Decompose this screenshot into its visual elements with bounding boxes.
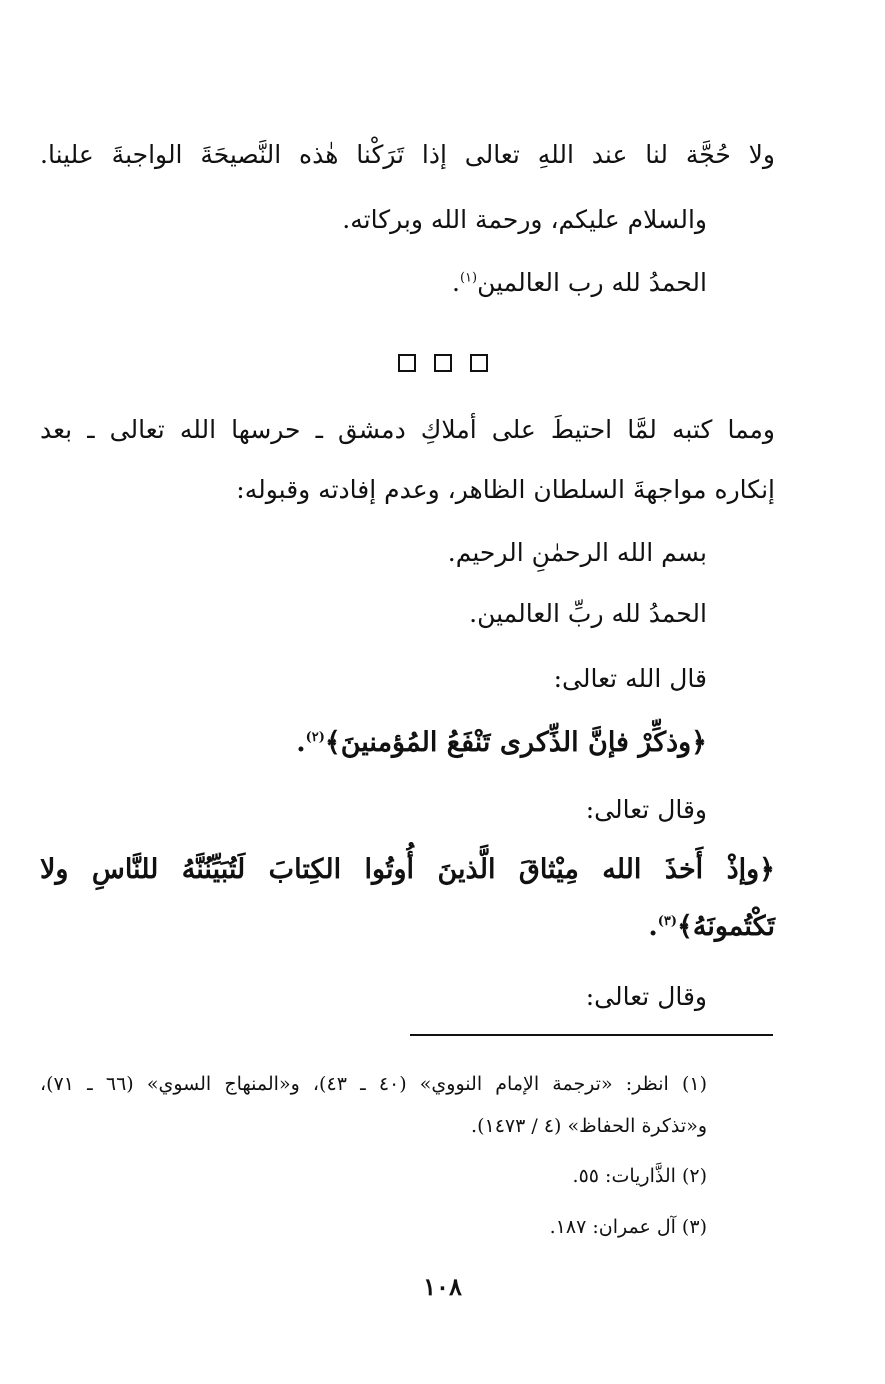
footnote-divider — [410, 1034, 773, 1036]
verse-1-text: ﴿وذكِّرْ فإنَّ الذِّكرى تَنْفَعُ المُؤمنينَ﴾ — [324, 727, 707, 758]
footnote-1-line-2: و«تذكرة الحفاظ» (٤ / ١٤٧٣). — [471, 1115, 707, 1137]
text-line-2: والسلام عليكم، ورحمة الله وبركاته. — [342, 205, 707, 234]
page-number: ١٠٨ — [423, 1272, 462, 1301]
verse-1 — [40, 726, 707, 760]
text-line-3 — [40, 266, 707, 300]
hamd-line: الحمدُ لله ربِّ العالمين. — [469, 599, 707, 628]
footnote-2: (٢) الذَّاريات: ٥٥. — [572, 1165, 707, 1187]
section-separator — [0, 354, 885, 376]
qal-line-3: وقال تعالى: — [585, 982, 707, 1011]
separator-square-icon — [470, 354, 488, 372]
qal-line-1: قال الله تعالى: — [553, 664, 707, 693]
intro-line-1: ومما كتبه لمَّا احتيطَ على أملاكِ دمشق ـ حرسها الله تعالى ـ بعد — [40, 415, 775, 444]
footnote-ref-3: (٣) — [657, 914, 678, 929]
verse-2-text: تَكْتُمونَهُ﴾ — [677, 911, 775, 942]
verse-2-line-1: ﴿وإذْ أَخذَ الله مِيْثاقَ الَّذينَ أُوتُوا الكِتابَ لَتُبَيِّنُنَّهُ للنَّاسِ ولا — [40, 854, 775, 885]
text-line-1: ولا حُجَّة لنا عند اللهِ تعالى إذا تَرَكْنا هٰذه النَّصيحَةَ الواجبةَ علينا. — [40, 140, 775, 169]
footnote-1-line-1: (١) انظر: «ترجمة الإمام النووي» (٤٠ ـ ٤٣)، و«المنهاج السوي» (٦٦ ـ ٧١)، — [40, 1073, 707, 1095]
separator-square-icon — [398, 354, 416, 372]
line-end: . — [451, 268, 460, 297]
verse-2-line-2 — [40, 910, 775, 944]
footnote-ref-2: (٢) — [305, 730, 325, 745]
hamd-text: الحمدُ لله رب العالمين — [477, 268, 707, 297]
footnote-3: (٣) آل عمران: ١٨٧. — [549, 1216, 707, 1238]
qal-line-2: وقال تعالى: — [585, 795, 707, 824]
basmala: بسم الله الرحمٰنِ الرحيم. — [447, 538, 707, 567]
separator-square-icon — [434, 354, 452, 372]
intro-line-2: إنكاره مواجهةَ السلطان الظاهر، وعدم إفادته وقبوله: — [236, 475, 775, 504]
footnote-ref-1: (١) — [459, 270, 478, 286]
line-end: . — [648, 911, 658, 942]
line-end: . — [296, 727, 306, 758]
